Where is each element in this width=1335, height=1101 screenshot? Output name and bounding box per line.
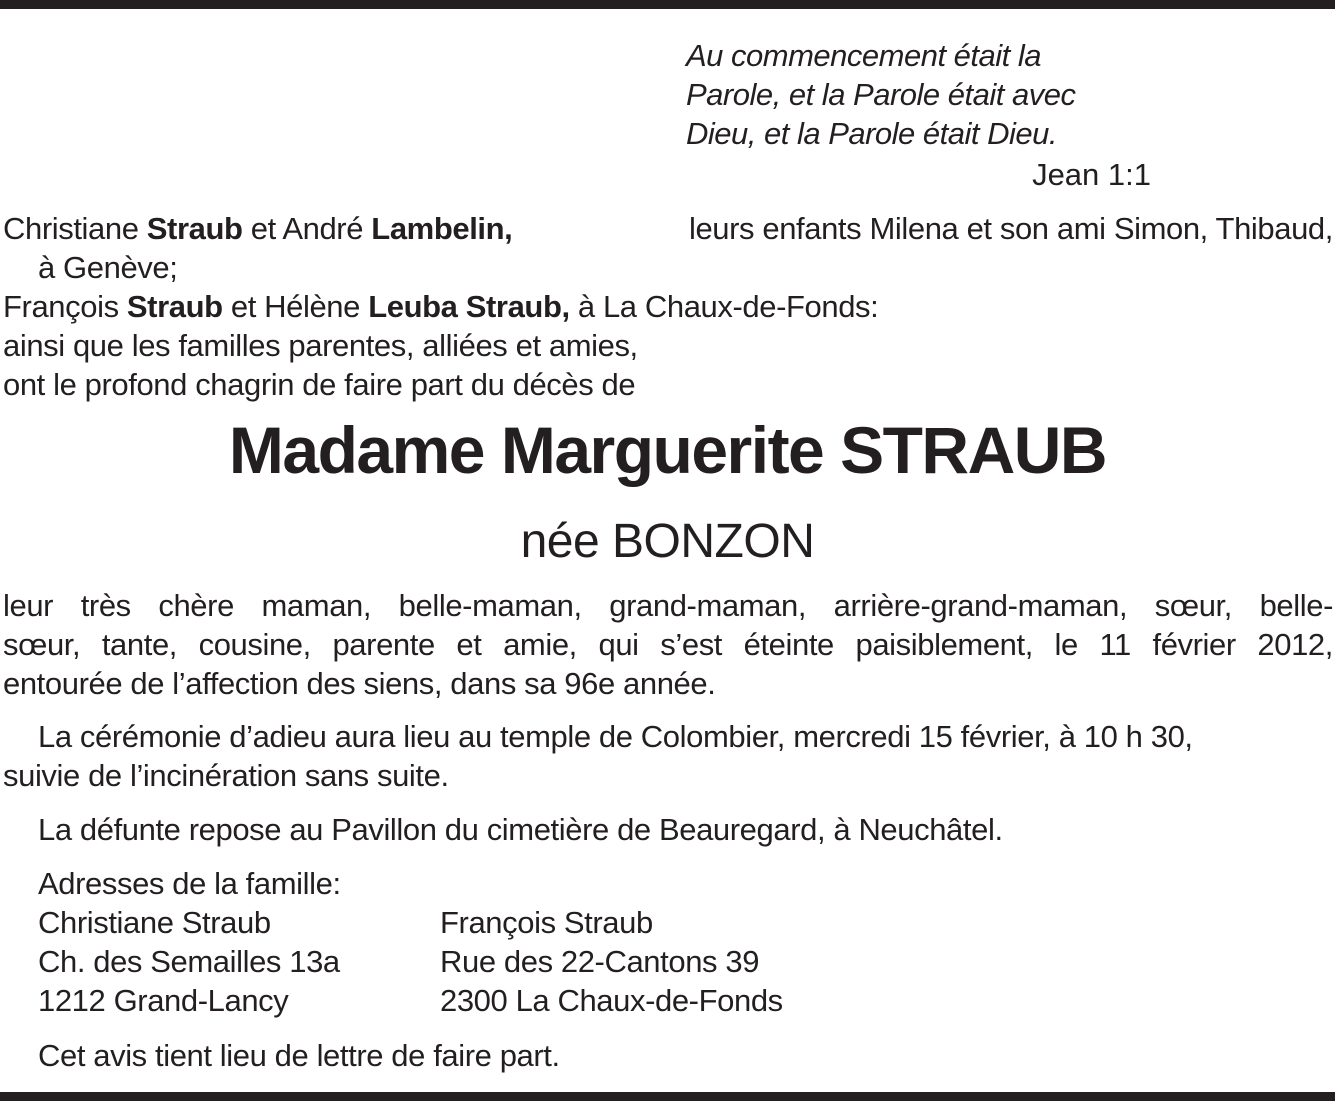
closing-text: Cet avis tient lieu de lettre de faire part. xyxy=(38,1038,560,1073)
address-left-line-3: 1212 Grand-Lancy xyxy=(38,983,289,1018)
paragraph-announcement xyxy=(3,586,1333,703)
closing-note xyxy=(3,1036,1333,1075)
family-line-3 xyxy=(3,287,1333,326)
text-francois: François xyxy=(3,289,127,324)
top-border-rule xyxy=(0,0,1335,9)
address-right-line-1: François Straub xyxy=(440,905,653,940)
text-children: leurs enfants Milena et son ami Simon, Thibaud, xyxy=(688,211,1333,246)
address-right xyxy=(440,903,783,1020)
address-right-line-3: 2300 La Chaux-de-Fonds xyxy=(440,983,783,1018)
deceased-name: Madame Marguerite STRAUB xyxy=(228,413,1107,487)
family-line-5: ont le profond chagrin de faire part du décès de xyxy=(3,367,636,402)
address-left-line-2: Ch. des Semailles 13a xyxy=(38,944,340,979)
paragraph-2-line-1: La cérémonie d’adieu aura lieu au temple de Colombier, mercredi 15 février, à 10 h 30, xyxy=(38,719,1193,754)
text-et-andre: et André xyxy=(242,211,372,246)
surname-leuba-straub: Leuba Straub, xyxy=(368,289,570,324)
address-right-line-2: Rue des 22-Cantons 39 xyxy=(440,944,760,979)
verse-line-2: Parole, et la Parole était avec xyxy=(686,77,1076,112)
address-left-line-1: Christiane Straub xyxy=(38,905,271,940)
bible-verse xyxy=(686,36,1156,153)
addresses-heading xyxy=(3,864,1333,903)
family-line-2: à Genève; xyxy=(38,250,178,285)
text-christiane: Christiane xyxy=(3,211,147,246)
text-location: à La Chaux-de-Fonds: xyxy=(569,289,879,324)
paragraph-1-line-3: entourée de l’affection des siens, dans sa 96e année. xyxy=(3,666,716,701)
paragraph-1-line-2: sœur, tante, cousine, parente et amie, qui s’est éteinte paisiblement, le 11 février 2012, xyxy=(3,627,1333,662)
paragraph-2-line-2: suivie de l’incinération sans suite. xyxy=(3,758,449,793)
surname-lambelin: Lambelin, xyxy=(371,211,513,246)
paragraph-3-line-1: La défunte repose au Pavillon du cimetière de Beauregard, à Neuchâtel. xyxy=(38,812,1003,847)
paragraph-repose xyxy=(3,810,1333,849)
family-line-1-segment xyxy=(3,209,512,248)
addresses-title: Adresses de la famille: xyxy=(38,866,341,901)
surname-straub: Straub xyxy=(146,211,243,246)
family-line-1 xyxy=(3,209,1333,248)
paragraph-1-line-1: leur très chère maman, belle-maman, grand-maman, arrière-grand-maman, sœur, belle- xyxy=(3,588,1333,623)
paragraph-ceremony xyxy=(3,717,1333,795)
verse-line-3: Dieu, et la Parole était Dieu. xyxy=(686,116,1057,151)
family-announcement xyxy=(3,209,1333,404)
family-line-4: ainsi que les familles parentes, alliées et amies, xyxy=(3,328,638,363)
surname-straub-2: Straub xyxy=(126,289,223,324)
bottom-border-rule xyxy=(0,1092,1335,1101)
verse-reference: Jean 1:1 xyxy=(1032,157,1151,192)
verse-line-1: Au commencement était la xyxy=(686,38,1042,73)
address-left xyxy=(38,903,340,1020)
deceased-birth-name: née BONZON xyxy=(520,515,815,568)
text-et-helene: et Hélène xyxy=(222,289,369,324)
